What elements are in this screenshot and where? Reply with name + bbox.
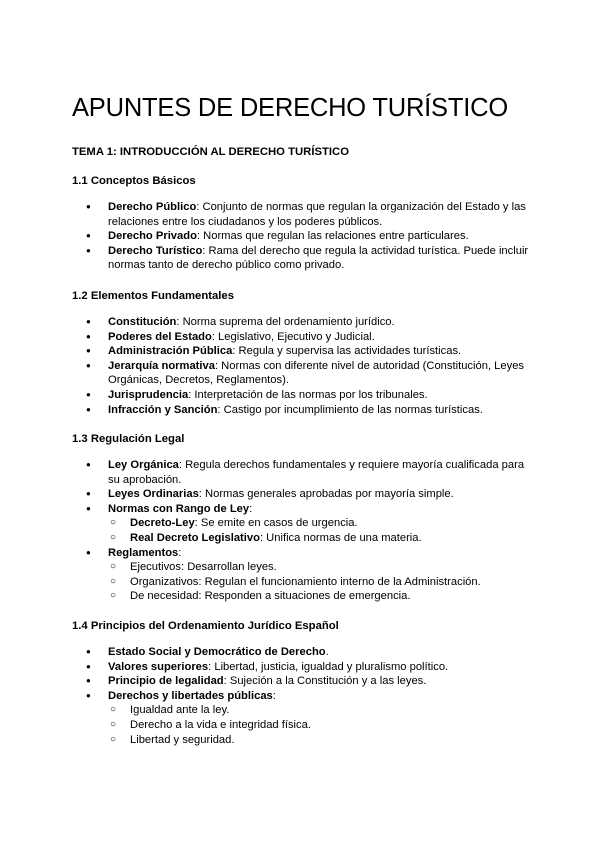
list-item: ● Derecho Turístico: Rama del derecho que regula la actividad turística. Puede incluir normas tanto de derecho público como privado. bbox=[72, 244, 532, 273]
list-1-3 bbox=[72, 458, 532, 604]
list-1-2 bbox=[72, 315, 532, 417]
list-item: ● Normas con Rango de Ley: ○ Decreto-Ley: Se emite en casos de urgencia. ○ Real Decreto Legislativo: Unifica normas de una materia. bbox=[72, 502, 532, 546]
list-item: ● Derecho Privado: Normas que regulan las relaciones entre particulares. bbox=[72, 229, 532, 244]
list-item: ● Constitución: Norma suprema del ordenamiento jurídico. bbox=[72, 315, 532, 330]
list-item: ● Leyes Ordinarias: Normas generales aprobadas por mayoría simple. bbox=[72, 487, 532, 502]
sublist-item: ○ De necesidad: Responden a situaciones de emergencia. bbox=[108, 589, 532, 604]
list-1-1 bbox=[72, 200, 532, 273]
list-item: ● Derechos y libertades públicas: ○ Igualdad ante la ley. ○ Derecho a la vida e integridad física. ○ Libertad y seguridad. bbox=[72, 689, 532, 747]
tema-heading: TEMA 1: INTRODUCCIÓN AL DERECHO TURÍSTICO bbox=[72, 146, 349, 158]
sublist-item: ○ Derecho a la vida e integridad física. bbox=[108, 718, 532, 733]
list-item: ● Infracción y Sanción: Castigo por incumplimiento de las normas turísticas. bbox=[72, 403, 532, 418]
list-1-4 bbox=[72, 645, 532, 747]
section-heading-1-2: 1.2 Elementos Fundamentales bbox=[72, 290, 234, 302]
sublist-item: ○ Real Decreto Legislativo: Unifica normas de una materia. bbox=[108, 531, 532, 546]
list-item: ● Administración Pública: Regula y supervisa las actividades turísticas. bbox=[72, 344, 532, 359]
sublist-derechos bbox=[108, 703, 532, 747]
list-item: ● Jerarquía normativa: Normas con diferente nivel de autoridad (Constitución, Leyes Orgánicas, Decretos, Reglamentos). bbox=[72, 359, 532, 388]
sublist-item: ○ Decreto-Ley: Se emite en casos de urgencia. bbox=[108, 516, 532, 531]
list-item: ● Ley Orgánica: Regula derechos fundamentales y requiere mayoría cualificada para su aprobación. bbox=[72, 458, 532, 487]
sublist-rango-de-ley bbox=[108, 516, 532, 545]
sublist-item: ○ Ejecutivos: Desarrollan leyes. bbox=[108, 560, 532, 575]
list-item: ● Jurisprudencia: Interpretación de las normas por los tribunales. bbox=[72, 388, 532, 403]
sublist-item: ○ Libertad y seguridad. bbox=[108, 733, 532, 748]
sublist-item: ○ Igualdad ante la ley. bbox=[108, 703, 532, 718]
sublist-reglamentos bbox=[108, 560, 532, 604]
list-item: ● Valores superiores: Libertad, justicia, igualdad y pluralismo político. bbox=[72, 660, 532, 675]
list-item: ● Derecho Público: Conjunto de normas que regulan la organización del Estado y las relaciones entre los ciudadanos y los poderes públicos. bbox=[72, 200, 532, 229]
section-heading-1-4: 1.4 Principios del Ordenamiento Jurídico Español bbox=[72, 620, 339, 632]
list-item: ● Principio de legalidad: Sujeción a la Constitución y a las leyes. bbox=[72, 674, 532, 689]
sublist-item: ○ Organizativos: Regulan el funcionamiento interno de la Administración. bbox=[108, 575, 532, 590]
section-heading-1-1: 1.1 Conceptos Básicos bbox=[72, 175, 196, 187]
document-title: APUNTES DE DERECHO TURÍSTICO bbox=[72, 94, 508, 122]
list-item: ● Estado Social y Democrático de Derecho. bbox=[72, 645, 532, 660]
section-heading-1-3: 1.3 Regulación Legal bbox=[72, 433, 185, 445]
list-item: ● Reglamentos: ○ Ejecutivos: Desarrollan leyes. ○ Organizativos: Regulan el funcionamiento interno de la Administración. ○ De necesidad: Responden a situaciones de emergencia. bbox=[72, 546, 532, 604]
list-item: ● Poderes del Estado: Legislativo, Ejecutivo y Judicial. bbox=[72, 330, 532, 345]
